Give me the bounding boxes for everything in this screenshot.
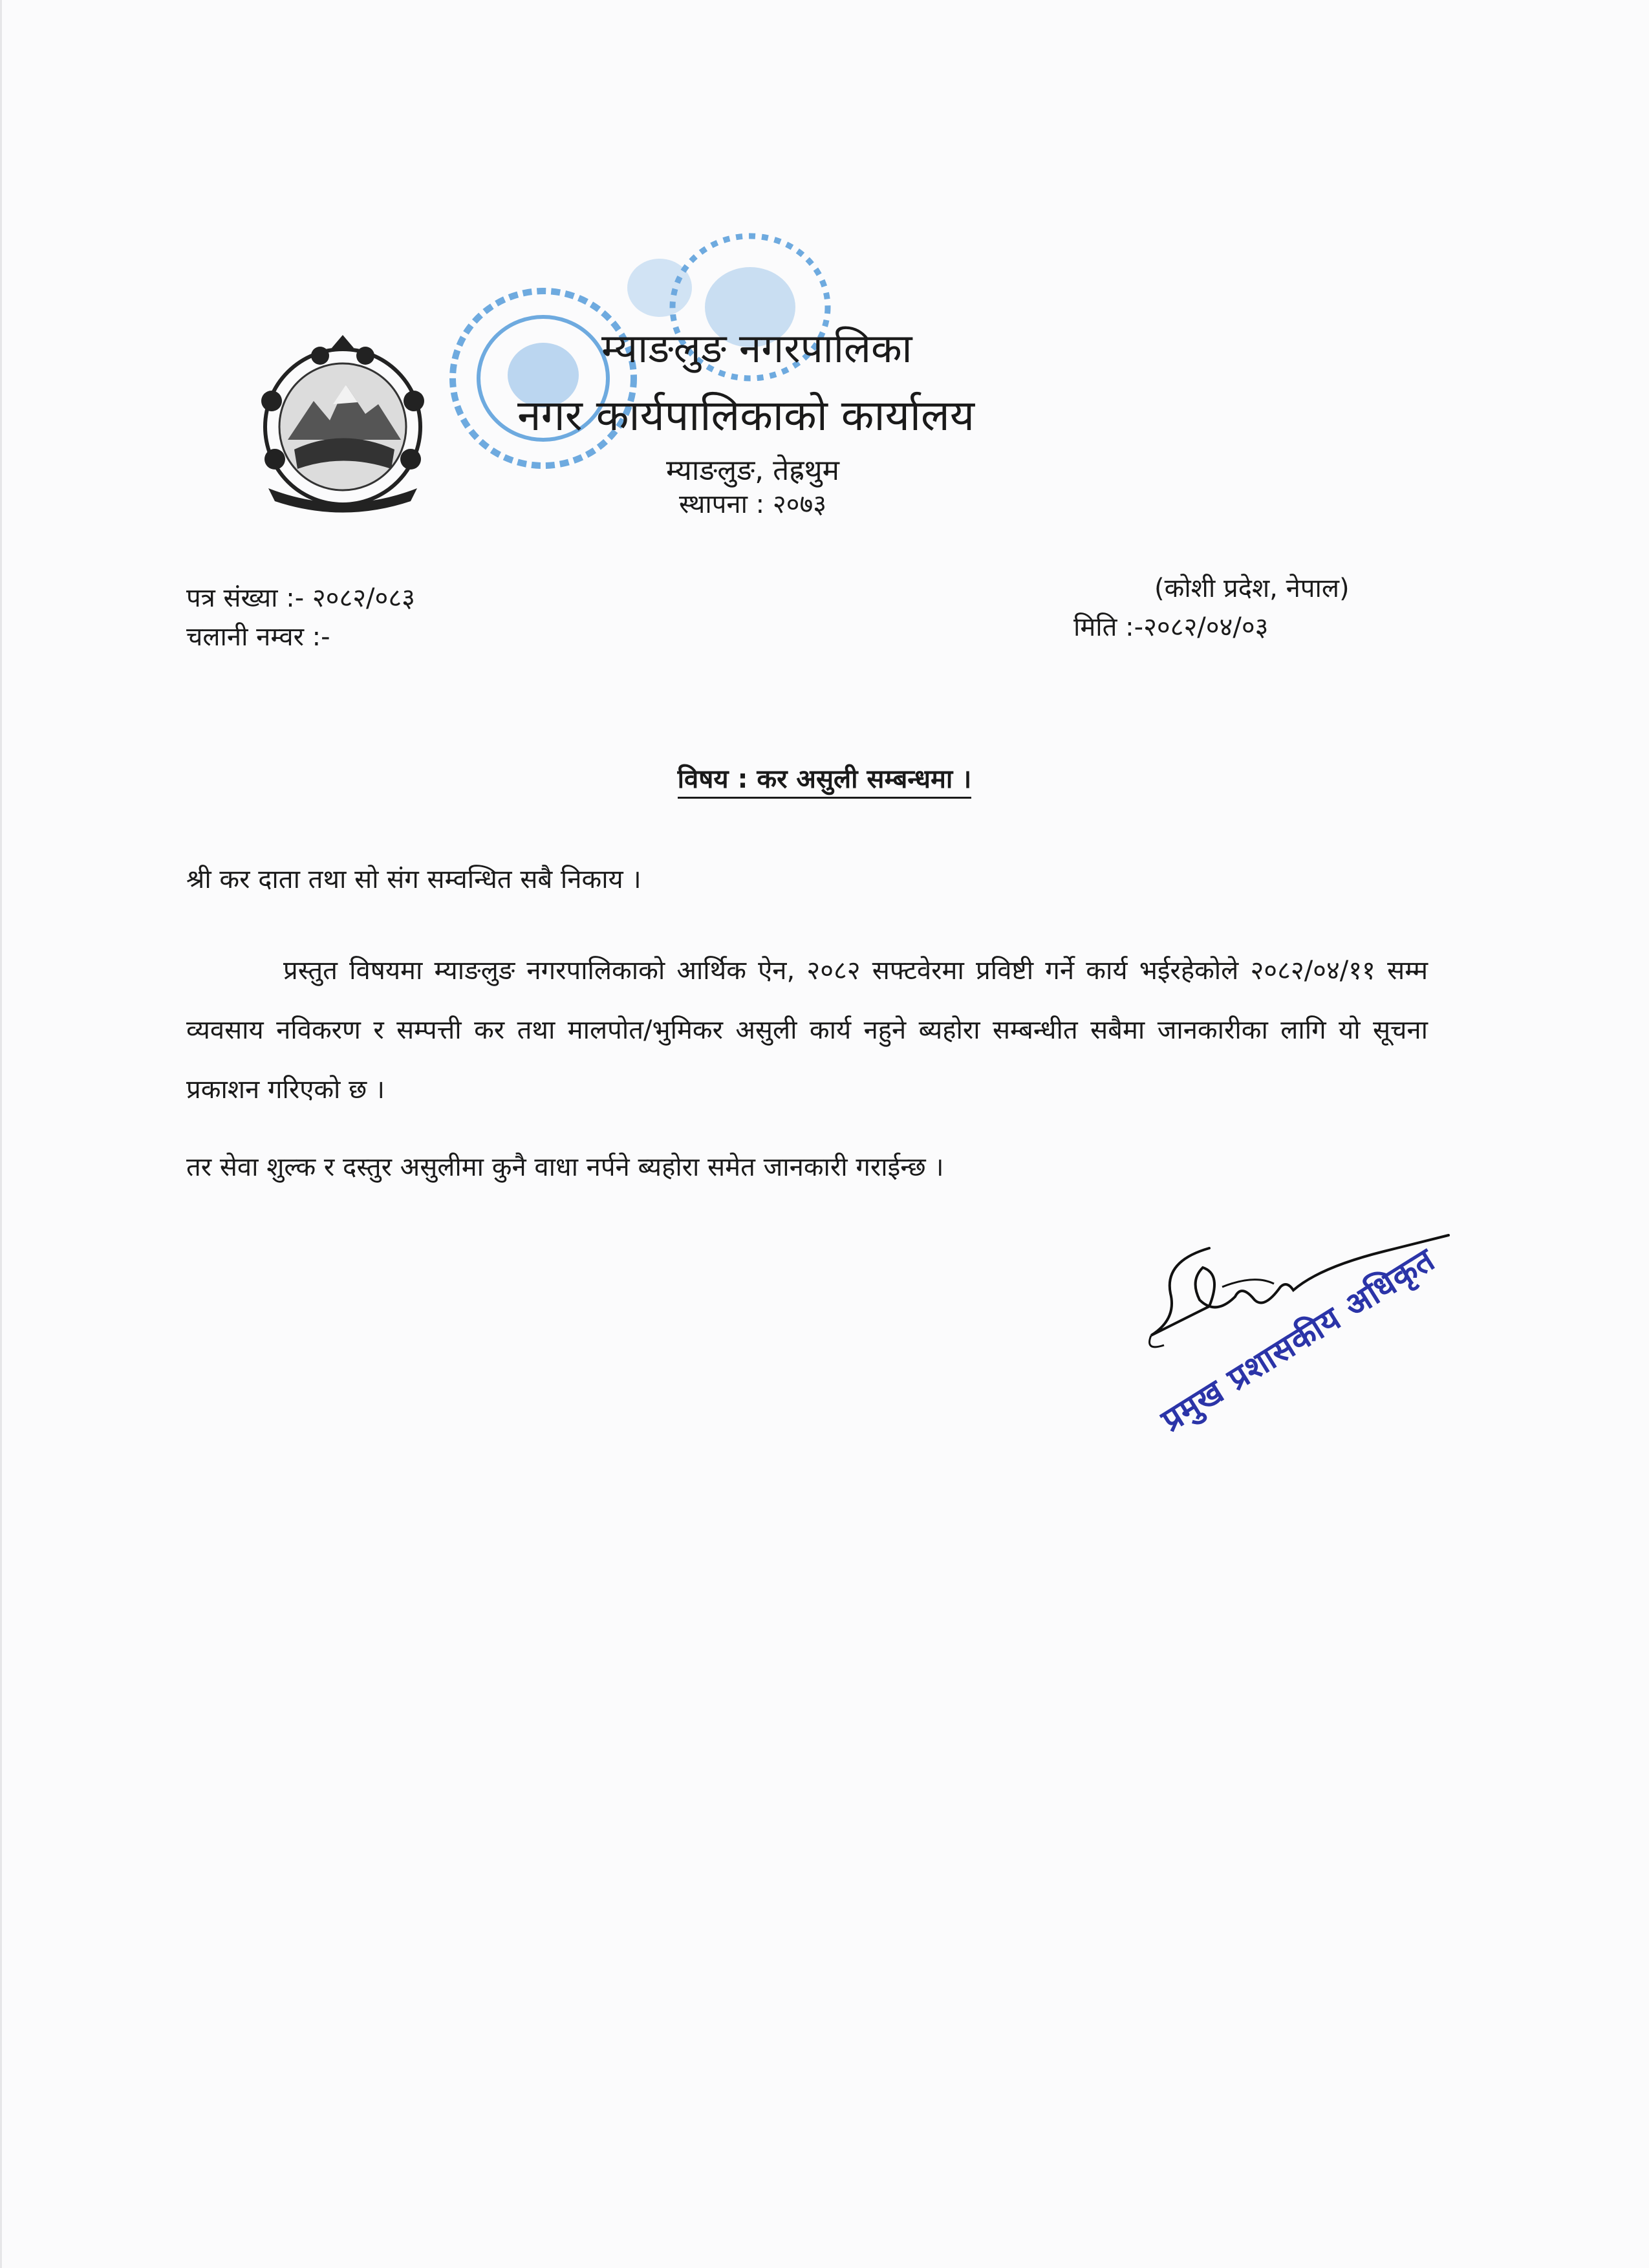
reference-number: पत्र संख्या :- २०८२/०८३	[186, 583, 415, 613]
province-label: (कोशी प्रदेश, नेपाल)	[1154, 574, 1350, 603]
office-address: म्याङलुङ, तेह्रथुम	[666, 454, 839, 487]
nepal-emblem-icon	[249, 330, 436, 517]
office-name: म्याङलुङ नगरपालिका	[601, 325, 912, 372]
letter-date: मिति :-२०८२/०४/०३	[1073, 612, 1269, 642]
dispatch-number: चलानी नम्वर :-	[186, 622, 330, 652]
designation-stamp: प्रमुख प्रशासकीय अधिकृत	[1154, 1240, 1441, 1440]
subject-text: विषय : कर असुली सम्बन्धमा ।	[678, 764, 972, 799]
body-note: तर सेवा शुल्क र दस्तुर असुलीमा कुनै वाधा नर्पने ब्यहोरा समेत जानकारी गराईन्छ ।	[186, 1152, 944, 1182]
office-subtitle: नगर कार्यपालिकाको कार्यालय	[517, 391, 975, 440]
subject-line	[0, 760, 1649, 795]
established-year: स्थापना : २०७३	[679, 490, 827, 519]
salutation: श्री कर दाता तथा सो संग सम्वन्धित सबै निकाय ।	[186, 865, 641, 894]
body-paragraph: प्रस्तुत विषयमा म्याङलुङ नगरपालिकाको आर्थिक ऐन, २०८२ सफ्टवेरमा प्रविष्टी गर्ने कार्य भईरहेकोले २०८२/०४/११ सम्म व्यवसाय नविकरण र सम्पत्ती कर तथा मालपोत/भुमिकर असुली कार्य नहुने ब्यहोरा सम्बन्धीत सबैमा जानकारीका लागि यो सूचना प्रकाशन गरिएको छ ।	[186, 956, 1428, 1105]
